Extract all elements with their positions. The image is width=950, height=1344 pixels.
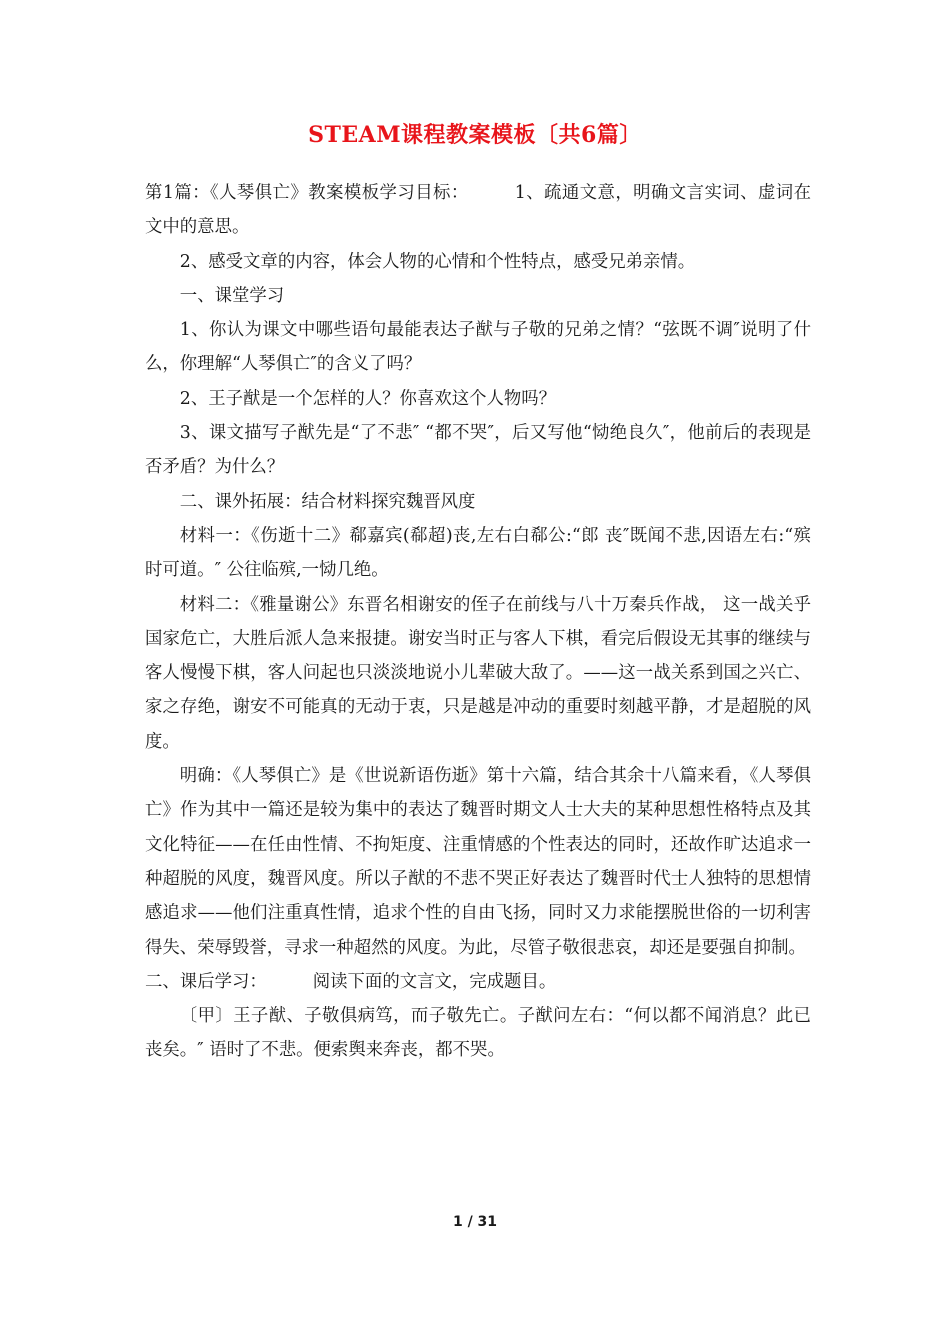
paragraph-question-1: 1、你认为课文中哪些语句最能表达子猷与子敬的兄弟之情？“弦既不调″说明了什么，你理解“人琴俱亡″的含义了吗？ [145,320,811,375]
section-heading-classroom: 一、课堂学习 [179,285,285,306]
paragraph-question-3: 3、课文描写子猷先是“了不悲″ “都不哭″，后又写他“恸绝良久″，他前后的表现是否矛盾？为什么？ [145,423,811,478]
paragraph-question-2: 2、王子猷是一个怎样的人？你喜欢这个人物吗？ [179,388,557,409]
paragraph-material-1: 材料一：《伤逝十二》郗嘉宾(郗超)丧,左右白郗公:“郎 丧″既闻不悲,因语左右:“殡时可道。″ 公往临殡,一恸几绝。 [145,525,811,581]
paragraph-2: 2、感受文章的内容，体会人物的心情和个性特点，感受兄弟亲情。 [179,251,696,272]
paragraph-1-goal: 1、疏通文意，明确文言实词、虚词在文中的意思。 [145,183,811,238]
paragraph-1-lead: 第1篇：《人琴俱亡》教案模板学习目标： [145,183,469,203]
paragraph-text-jia: 〔甲〕王子猷、子敬俱病笃，而子敬先亡。子猷问左右：“何以都不闻消息？此已丧矣。″ 语时了不悲。便索舆来奔丧，都不哭。 [145,1006,811,1061]
paragraph-material-2: 材料二：《雅量谢公》东晋名相谢安的侄子在前线与八十万秦兵作战， 这一战关乎国家危亡，大胜后派人急来报捷。谢安当时正与客人下棋，看完后假设无其事的继续与客人慢慢下棋，客人问起也只淡淡地说小儿辈破大敌了。——这一战关系到国之兴亡、家之存绝，谢安不可能真的无动于衷，只是越是冲动的重要时刻越平静，才是超脱的风度。 [145,594,811,752]
document-title: STEAM课程教案模板〔共6篇〕 [308,122,642,148]
after-class-instruction: 阅读下面的文言文，完成题目。 [312,971,557,992]
section-heading-extension: 二、课外拓展：结合材料探究魏晋风度 [179,491,476,512]
paragraph-clarification: 明确：《人琴俱亡》是《世说新语伤逝》第十六篇，结合其余十八篇来看，《人琴俱亡》作为其中一篇还是较为集中的表达了魏晋时期文人士大夫的某种思想性格特点及其文化特征——在任由性情、不拘矩度、注重情感的个性表达的同时，还故作旷达追求一种超脱的风度，魏晋风度。所以子猷的不悲不哭正好表达了魏晋时代士人独特的思想情感追求——他们注重真性情，追求个性的自由飞扬，同时又力求能摆脱世俗的一切利害得失、荣辱毁誉，寻求一种超然的风度。为此，尽管子敬很悲哀，却还是要强自抑制。 [145,766,811,958]
section-heading-after-class [145,965,811,999]
paragraph-1 [145,176,811,245]
document-body [145,176,811,1068]
after-class-label: 二、课后学习： [145,971,267,992]
page-number: 1 / 31 [452,1214,498,1230]
